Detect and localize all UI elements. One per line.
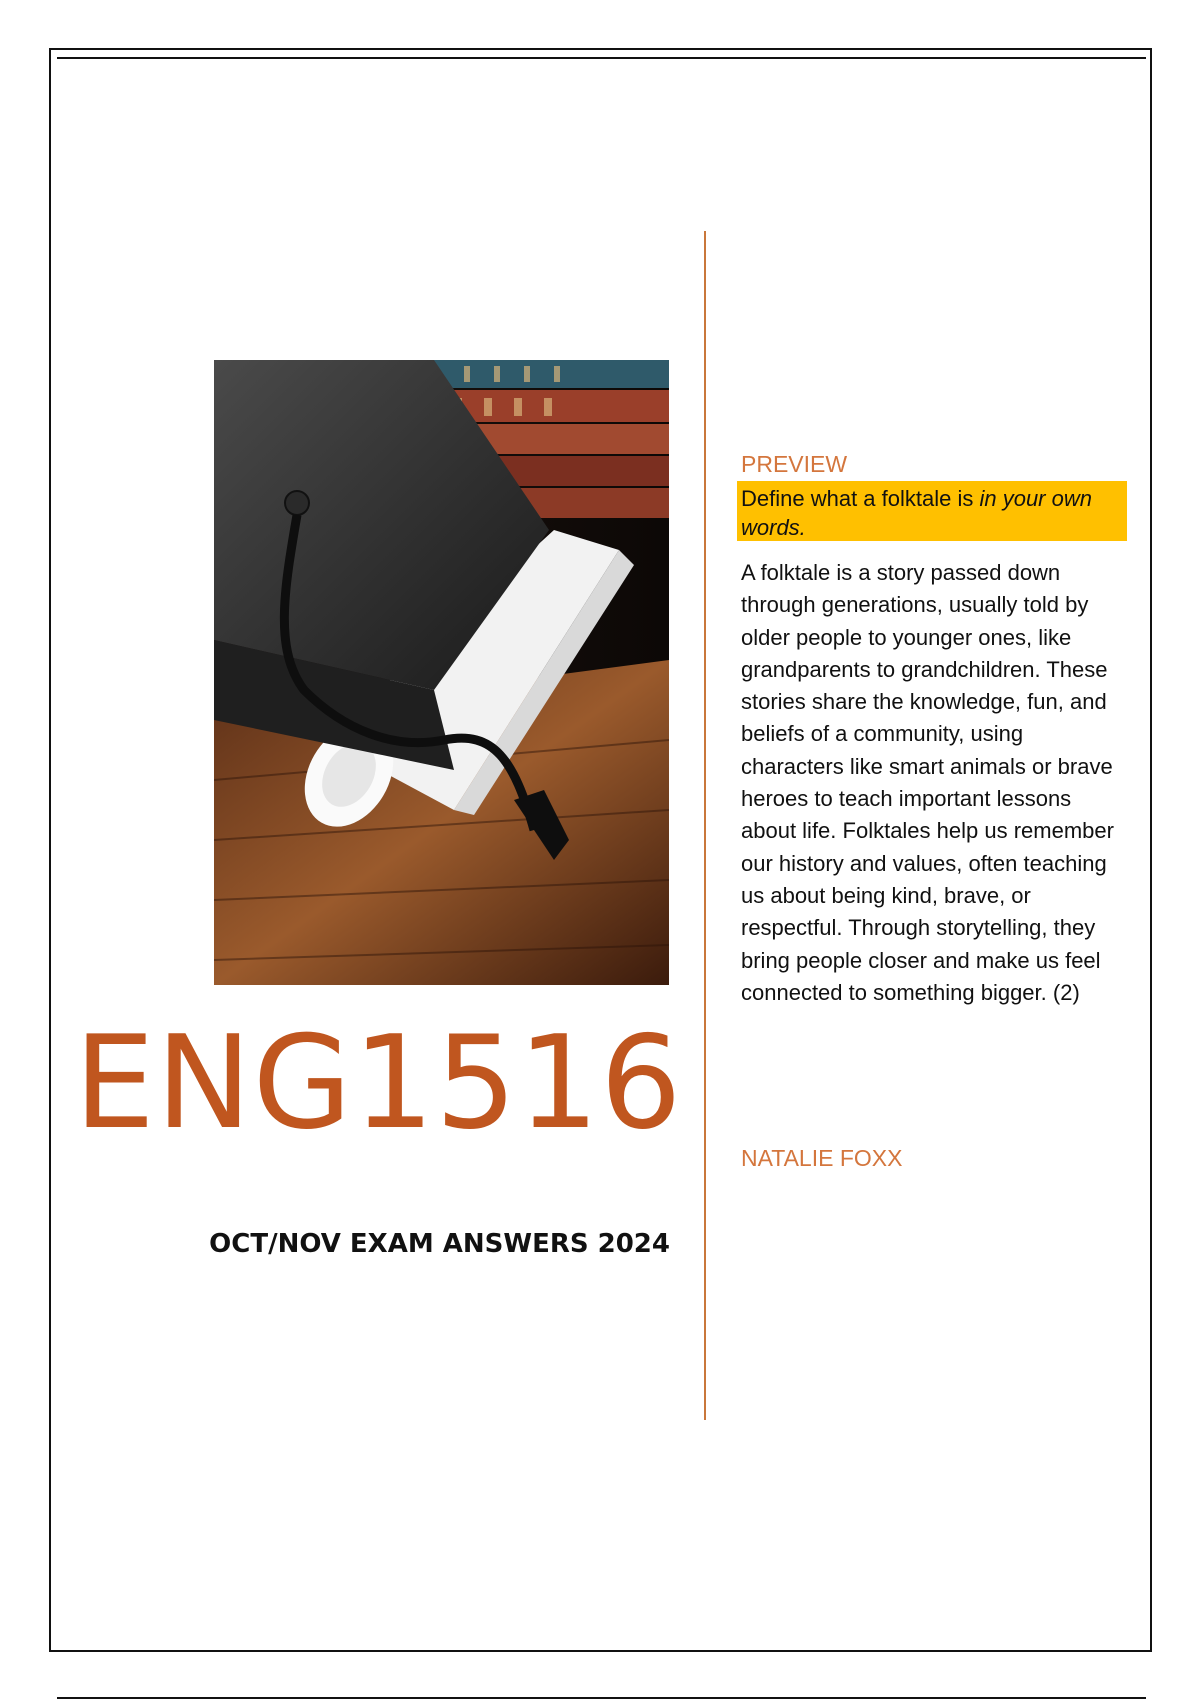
question-emphasis: in your own words. <box>741 486 1092 540</box>
graduation-cap-image <box>214 360 669 985</box>
author-name: NATALIE FOXX <box>741 1145 903 1171</box>
preview-label: PREVIEW <box>741 451 848 477</box>
vertical-divider <box>704 231 706 1420</box>
question-text: Define what a folktale is <box>741 486 980 511</box>
exam-subtitle: OCT/NOV EXAM ANSWERS 2024 <box>209 1229 670 1259</box>
top-rule <box>57 57 1146 59</box>
bottom-rule <box>57 1697 1146 1699</box>
answer-text: A folktale is a story passed down through generations, usually told by older people to younger ones, like grandparents to grandchildren. These stories share the knowledge, fun, and beliefs of a community, using characters like smart animals or brave heroes to teach important lessons about life. Folktales help us remember our history and values, often teaching us about being kind, brave, or respectful. Through storytelling, they bring people closer and make us feel connected to something bigger. (2) <box>741 560 1114 1005</box>
question-highlight <box>737 481 1127 541</box>
course-code: ENG1516 <box>74 1009 683 1158</box>
